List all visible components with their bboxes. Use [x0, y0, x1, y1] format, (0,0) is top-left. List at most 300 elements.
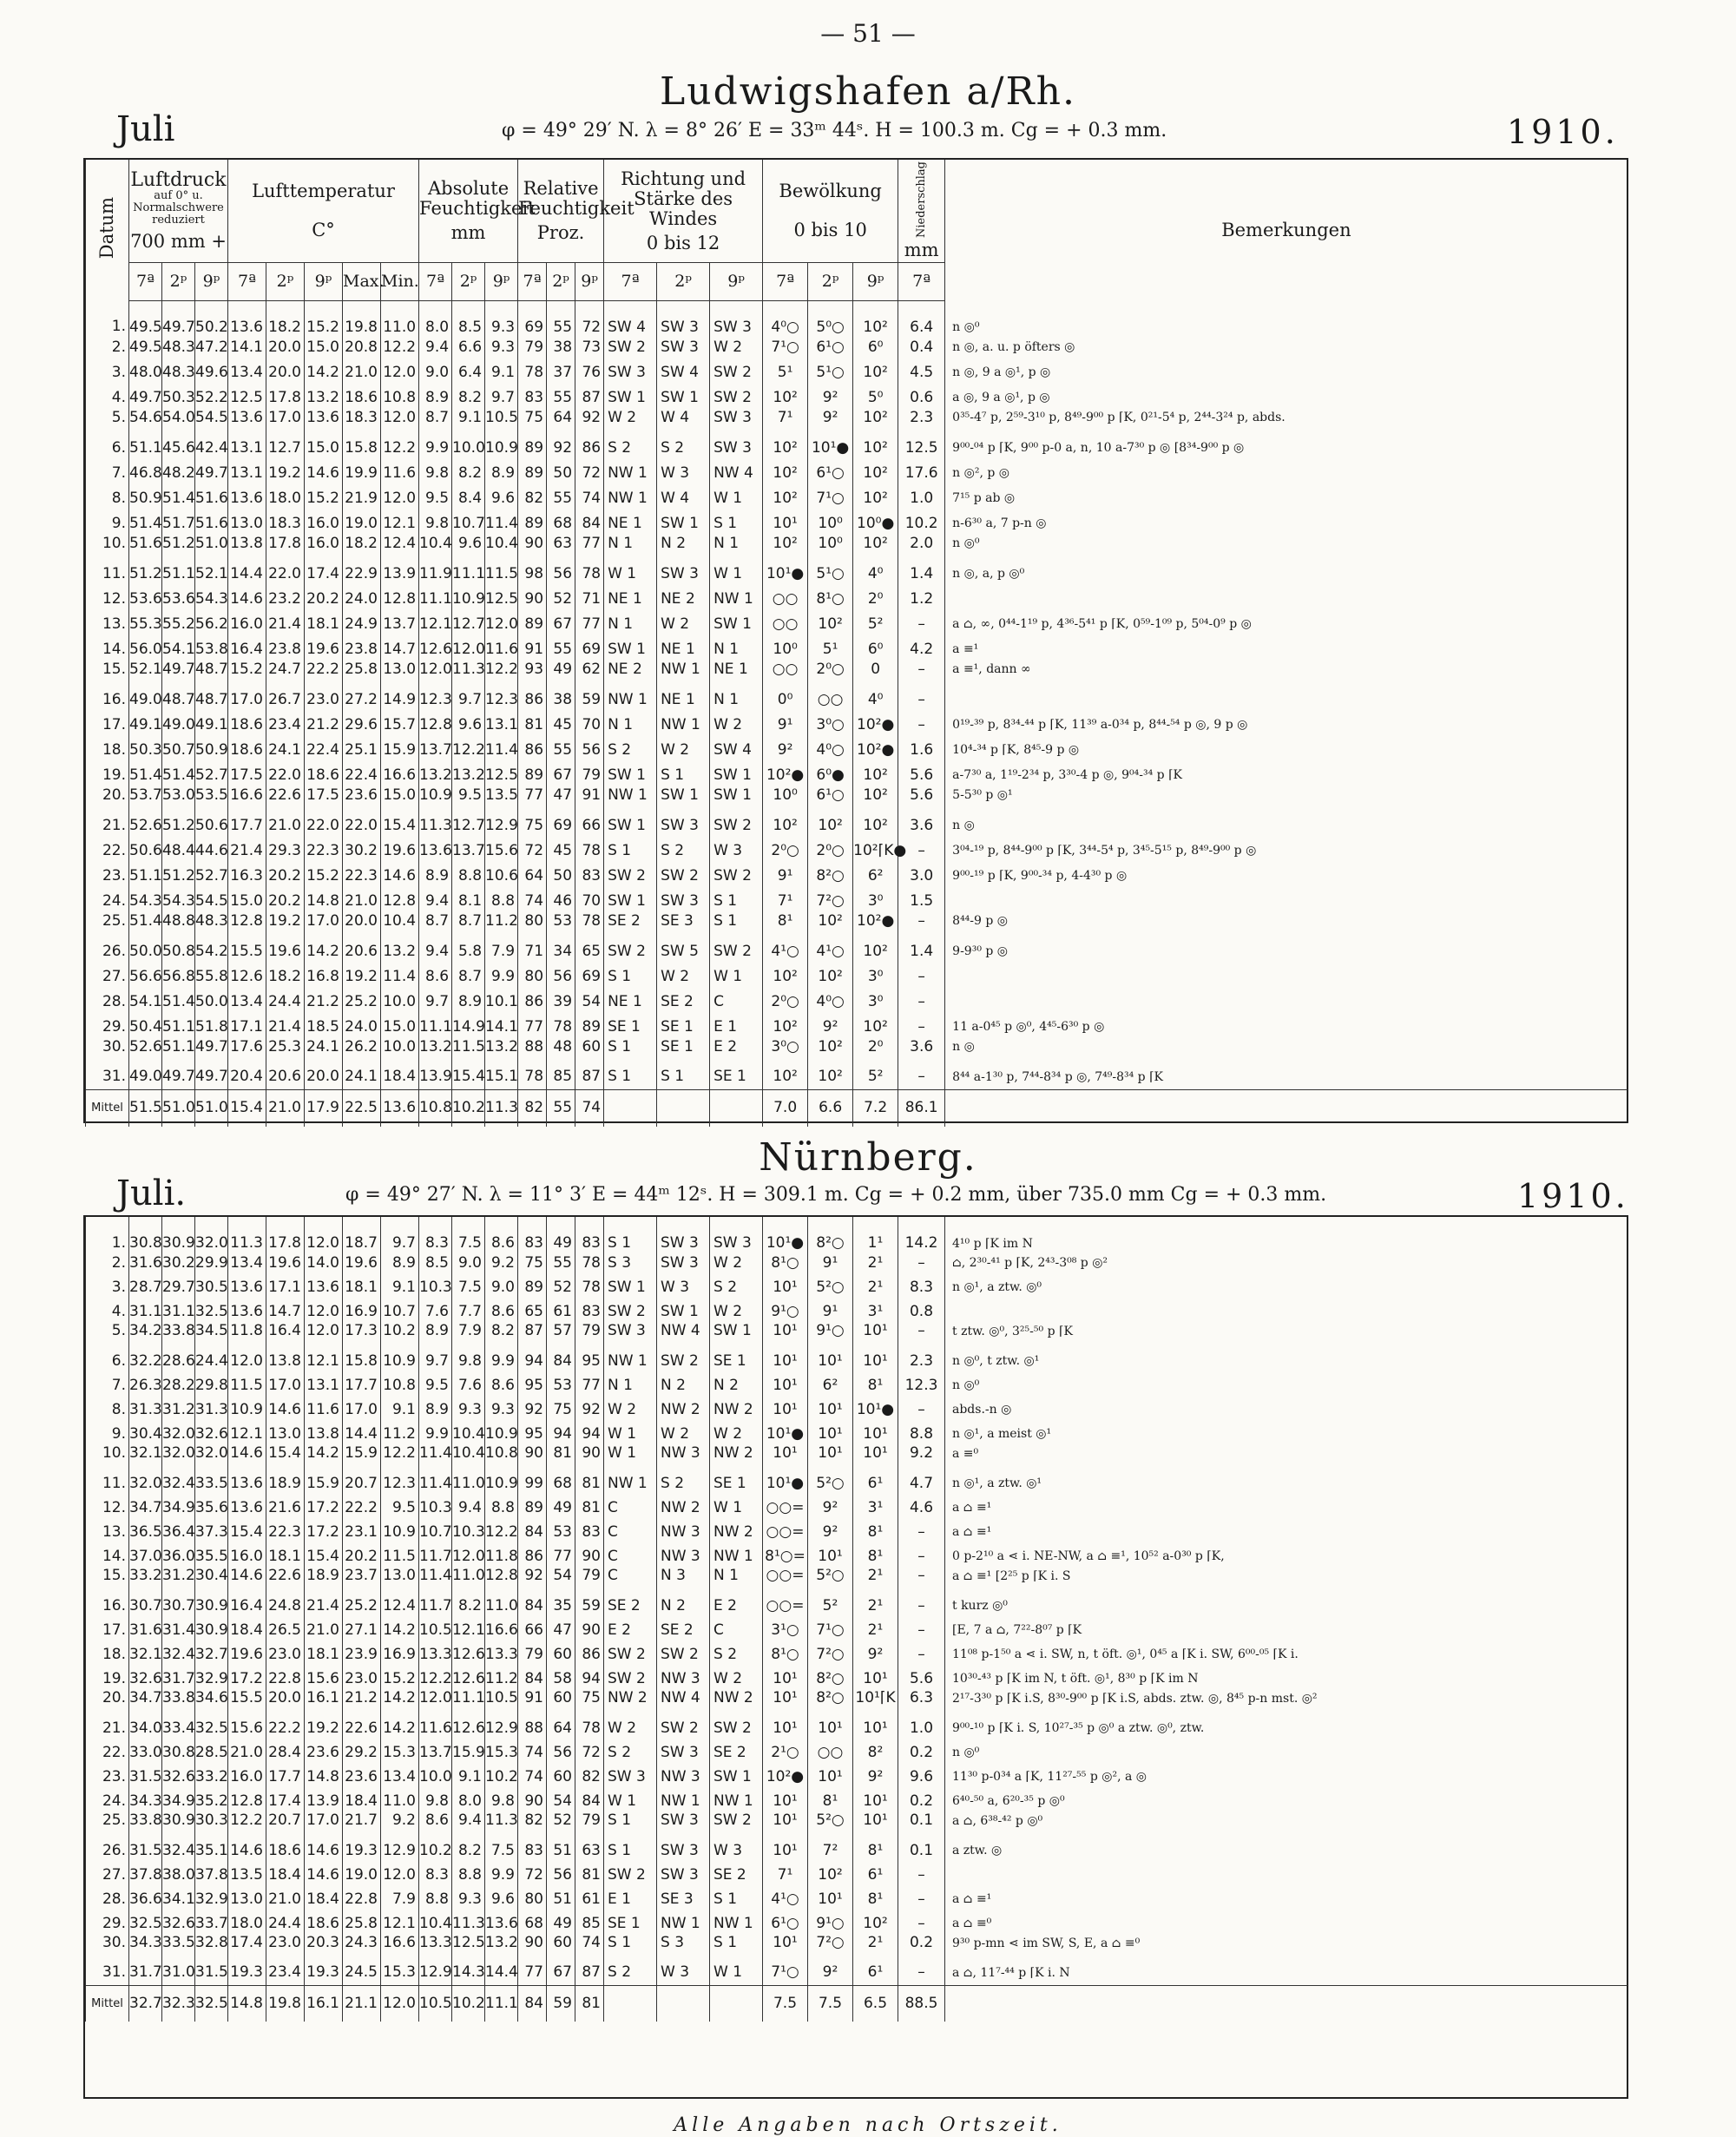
cell: 23.6 — [343, 1765, 381, 1789]
cell: 23.0 — [343, 1667, 381, 1691]
cell: W 2 — [604, 1716, 657, 1740]
cell: N 2 — [657, 536, 710, 562]
cell: 21.4 — [228, 838, 266, 864]
cell: W 1 — [604, 1422, 657, 1446]
table-row — [86, 1911, 1628, 1936]
year-label: 1910. — [1507, 113, 1619, 151]
cell: 8.3 — [898, 1275, 945, 1299]
cell: 90 — [518, 1446, 547, 1471]
cell: n ◎⁰ — [945, 536, 1628, 562]
cell: – — [898, 1251, 945, 1275]
cell: 10. — [86, 536, 129, 562]
cell: 86 — [518, 990, 547, 1015]
cell: 11.1 — [452, 1691, 485, 1716]
subheader: 7ª — [419, 262, 452, 300]
cell: 75 — [518, 1251, 547, 1275]
cell: 36.6 — [129, 1887, 162, 1911]
cell: 10¹ — [763, 1716, 808, 1740]
cell: 69 — [575, 964, 604, 990]
cell: 3. — [86, 1275, 129, 1299]
cell: 77 — [518, 1015, 547, 1040]
cell: 19.3 — [305, 1961, 343, 1985]
cell: 20.0 — [266, 360, 305, 385]
mittel-cell: 84 — [518, 1985, 547, 2022]
cell: 9.6 — [485, 1887, 518, 1911]
subheader: 7ª — [763, 262, 808, 300]
cell: 25.8 — [343, 662, 381, 687]
cell: W 3 — [657, 1961, 710, 1985]
cell: 9¹ — [763, 713, 808, 738]
cell: 12.8 — [381, 889, 419, 914]
cell: 24. — [86, 1789, 129, 1813]
cell: 13.6 — [228, 300, 266, 335]
cell: 10¹ — [763, 1936, 808, 1961]
cell: 10.5 — [485, 1691, 518, 1716]
cell: 60 — [547, 1936, 575, 1961]
cell: 34.0 — [129, 1716, 162, 1740]
cell: 22.6 — [266, 788, 305, 813]
cell: W 3 — [657, 1275, 710, 1299]
cell: 0.1 — [898, 1838, 945, 1863]
cell: 29. — [86, 1015, 129, 1040]
cell: 10.1 — [485, 990, 518, 1015]
cell: 90 — [518, 587, 547, 612]
cell: 9² — [808, 1015, 853, 1040]
cell: S 1 — [604, 1936, 657, 1961]
cell: 21.0 — [343, 360, 381, 385]
cell: 24.4 — [266, 990, 305, 1015]
cell: 5¹○ — [808, 562, 853, 587]
cell: 12.5 — [898, 436, 945, 461]
cell: 1.4 — [898, 939, 945, 964]
cell: 18.2 — [266, 964, 305, 990]
cell: 23. — [86, 864, 129, 889]
cell: SE 1 — [604, 1911, 657, 1936]
cell: 15.7 — [381, 713, 419, 738]
cell: SW 2 — [657, 1349, 710, 1373]
cell: 2.3 — [898, 1349, 945, 1373]
cell: – — [898, 1961, 945, 1985]
cell: 13.2 — [305, 385, 343, 411]
cell: 94 — [547, 1422, 575, 1446]
mittel-cell: 13.6 — [381, 1090, 419, 1127]
cell: 8.5 — [419, 1251, 452, 1275]
cell: 14.2 — [898, 1217, 945, 1251]
cell: 56 — [547, 562, 575, 587]
cell: NW 4 — [710, 461, 763, 486]
cell: SW 2 — [657, 1716, 710, 1740]
mittel-row — [86, 1985, 1628, 2022]
cell: 72 — [575, 300, 604, 335]
cell: 38 — [547, 335, 575, 360]
cell: 9.7 — [419, 1349, 452, 1373]
cell: 14.6 — [381, 864, 419, 889]
cell: S 1 — [604, 838, 657, 864]
cell: 7¹ — [763, 1863, 808, 1887]
cell: 64 — [547, 1716, 575, 1740]
cell: SW 2 — [710, 939, 763, 964]
cell: W 2 — [657, 964, 710, 990]
cell: 13.0 — [228, 511, 266, 536]
cell: 92 — [547, 436, 575, 461]
cell: 50.4 — [129, 1015, 162, 1040]
cell: NW 1 — [604, 687, 657, 713]
cell: 19.3 — [343, 1838, 381, 1863]
cell: 34.9 — [162, 1496, 195, 1520]
subheader: 7ª — [898, 262, 945, 300]
cell: 36.5 — [129, 1520, 162, 1544]
cell: 23. — [86, 1765, 129, 1789]
cell: NW 1 — [657, 1789, 710, 1813]
cell: 2¹ — [853, 1251, 898, 1275]
cell: NW 1 — [604, 486, 657, 511]
table-row — [86, 1936, 1628, 1961]
cell: 23.1 — [343, 1520, 381, 1544]
cell: 12.4 — [381, 536, 419, 562]
cell: 29.6 — [343, 713, 381, 738]
cell: 22.2 — [305, 662, 343, 687]
subheader: 7ª — [518, 262, 547, 300]
cell: 34.7 — [129, 1496, 162, 1520]
cell: 13.7 — [381, 612, 419, 637]
cell: 4⁰○ — [763, 300, 808, 335]
cell: SW 1 — [604, 813, 657, 838]
cell: SW 2 — [710, 813, 763, 838]
cell: 1¹ — [853, 1217, 898, 1251]
cell: NW 1 — [657, 713, 710, 738]
cell: 66 — [575, 813, 604, 838]
cell: 18.1 — [343, 1275, 381, 1299]
cell: 54.3 — [162, 889, 195, 914]
cell: 53 — [547, 914, 575, 939]
cell: – — [898, 914, 945, 939]
cell: 21. — [86, 813, 129, 838]
cell: 10¹ — [763, 1667, 808, 1691]
cell: 69 — [575, 637, 604, 662]
cell: SE 2 — [604, 1594, 657, 1618]
cell: 8¹ — [853, 1838, 898, 1863]
cell: 16.6 — [485, 1618, 518, 1642]
cell: 7¹ — [763, 889, 808, 914]
cell: 55 — [547, 385, 575, 411]
cell: 77 — [518, 1961, 547, 1985]
cell: 17.5 — [305, 788, 343, 813]
cell: 32.1 — [129, 1642, 162, 1667]
cell: SE 1 — [657, 1040, 710, 1065]
table-row — [86, 1887, 1628, 1911]
cell: 9.8 — [419, 511, 452, 536]
cell: 8¹○ — [763, 1251, 808, 1275]
cell: 35.5 — [195, 1544, 228, 1568]
cell: 89 — [518, 511, 547, 536]
cell: 18.9 — [266, 1471, 305, 1496]
col-luftdruck: Luftdruck auf 0° u. Normalschwere reduziert 700 mm + — [129, 160, 228, 262]
cell: 16.0 — [228, 1544, 266, 1568]
cell: 10.9 — [228, 1397, 266, 1422]
cell: ⌂, 2³⁰-⁴¹ p ⌈K, 2⁴³-3⁰⁸ p ◎² — [945, 1251, 1628, 1275]
cell: 12.1 — [381, 511, 419, 536]
cell: 51 — [547, 1838, 575, 1863]
cell: 0.8 — [898, 1299, 945, 1324]
cell: 51.4 — [129, 914, 162, 939]
cell: S 2 — [710, 1642, 763, 1667]
cell: 10.5 — [419, 1618, 452, 1642]
cell: 18.7 — [343, 1217, 381, 1251]
cell: 8.0 — [419, 300, 452, 335]
cell: 74 — [518, 1765, 547, 1789]
cell: 16.3 — [228, 864, 266, 889]
cell: 49.7 — [162, 1065, 195, 1090]
cell: 68 — [547, 1471, 575, 1496]
cell: a ≡⁰ — [945, 1446, 1628, 1471]
cell: 55 — [547, 486, 575, 511]
cell: W 2 — [657, 612, 710, 637]
cell: 49.7 — [195, 1065, 228, 1090]
cell: 53.6 — [162, 587, 195, 612]
cell: 36.4 — [162, 1520, 195, 1544]
cell: 83 — [518, 1217, 547, 1251]
cell: 13.6 — [228, 1471, 266, 1496]
cell: 49.0 — [162, 713, 195, 738]
cell: 72 — [575, 461, 604, 486]
cell: S 1 — [604, 1040, 657, 1065]
cell: 8.2 — [452, 461, 485, 486]
cell: 13.1 — [228, 461, 266, 486]
cell: a ⌂ ≡⁰ — [945, 1911, 1628, 1936]
cell: 51.1 — [129, 864, 162, 889]
cell: 7² — [808, 1838, 853, 1863]
cell: 8.2 — [452, 385, 485, 411]
cell: – — [898, 1324, 945, 1349]
cell: 12.9 — [485, 1716, 518, 1740]
col-bemerkungen: Bemerkungen — [945, 160, 1628, 300]
mittel-cell: 6.6 — [808, 1090, 853, 1127]
cell: 21.2 — [305, 990, 343, 1015]
cell: 5²○ — [808, 1568, 853, 1594]
cell: 9.1 — [381, 1275, 419, 1299]
cell: 13.1 — [228, 436, 266, 461]
table-row — [86, 511, 1628, 536]
cell: n-6³⁰ a, 7 p-n ◎ — [945, 511, 1628, 536]
cell: 84 — [518, 1667, 547, 1691]
cell: 11.8 — [228, 1324, 266, 1349]
cell: 15.9 — [305, 1471, 343, 1496]
cell: 77 — [547, 1544, 575, 1568]
cell: 11.3 — [452, 662, 485, 687]
cell: 50.2 — [195, 300, 228, 335]
cell: 15.2 — [381, 1667, 419, 1691]
cell: 2¹○ — [763, 1740, 808, 1765]
cell: 33.8 — [162, 1324, 195, 1349]
cell: SW 1 — [604, 763, 657, 788]
cell: S 1 — [604, 1217, 657, 1251]
cell: 74 — [518, 889, 547, 914]
cell: 6⁰● — [808, 763, 853, 788]
cell: 27. — [86, 1863, 129, 1887]
cell: 81 — [518, 713, 547, 738]
cell: 22.2 — [266, 1716, 305, 1740]
cell: 14.4 — [228, 562, 266, 587]
table-row — [86, 1667, 1628, 1691]
cell: 10¹ — [763, 1349, 808, 1373]
cell: SE 1 — [710, 1471, 763, 1496]
cell: 8¹○= — [763, 1544, 808, 1568]
cell: 6² — [853, 864, 898, 889]
cell: 12.0 — [228, 1349, 266, 1373]
cell: 80 — [518, 914, 547, 939]
cell: 13.6 — [419, 838, 452, 864]
cell: 20.2 — [343, 1544, 381, 1568]
cell: 18.3 — [343, 411, 381, 436]
cell: 51.6 — [195, 511, 228, 536]
cell: 22. — [86, 1740, 129, 1765]
cell: 47 — [547, 1618, 575, 1642]
cell: N 1 — [604, 1373, 657, 1397]
cell: ○○= — [763, 1568, 808, 1594]
cell: 12.3 — [898, 1373, 945, 1397]
cell: 64 — [518, 864, 547, 889]
cell: 32.5 — [129, 1911, 162, 1936]
cell: 23.9 — [343, 1642, 381, 1667]
cell: 35.6 — [195, 1496, 228, 1520]
mittel-cell: 7.2 — [853, 1090, 898, 1127]
cell: 37.8 — [195, 1863, 228, 1887]
cell: 17.0 — [305, 914, 343, 939]
cell: 98 — [518, 562, 547, 587]
cell: 55.3 — [129, 612, 162, 637]
cell: 94 — [518, 1349, 547, 1373]
cell: 30.9 — [195, 1594, 228, 1618]
cell: 12.4 — [381, 1594, 419, 1618]
cell: NW 3 — [657, 1520, 710, 1544]
cell: 17.0 — [305, 1813, 343, 1838]
cell: 80 — [518, 1887, 547, 1911]
cell: 25.2 — [343, 1594, 381, 1618]
cell: NW 3 — [657, 1667, 710, 1691]
cell: 9⁰⁰-¹⁰ p ⌈K i. S, 10²⁷-³⁵ p ◎⁰ a ztw. ◎⁰, ztw. — [945, 1716, 1628, 1740]
cell: 17.4 — [266, 1789, 305, 1813]
cell: 54.1 — [129, 990, 162, 1015]
cell: 26.3 — [129, 1373, 162, 1397]
cell: 8.7 — [419, 411, 452, 436]
cell: 51.2 — [129, 562, 162, 587]
table-row — [86, 964, 1628, 990]
cell: 48.3 — [195, 914, 228, 939]
cell: 23.4 — [266, 713, 305, 738]
cell: 48.7 — [162, 687, 195, 713]
cell: 6. — [86, 436, 129, 461]
cell: 73 — [575, 335, 604, 360]
cell: 12.0 — [381, 486, 419, 511]
cell: 12.6 — [452, 1716, 485, 1740]
cell: 21.0 — [305, 1618, 343, 1642]
cell: SW 3 — [710, 300, 763, 335]
cell: NW 4 — [657, 1324, 710, 1349]
cell: 51.4 — [129, 763, 162, 788]
cell: 38.0 — [162, 1863, 195, 1887]
cell: W 2 — [710, 335, 763, 360]
cell: SW 3 — [710, 436, 763, 461]
cell: W 4 — [657, 411, 710, 436]
cell: 33.2 — [195, 1765, 228, 1789]
cell: NW 1 — [710, 1911, 763, 1936]
cell: 10.8 — [381, 385, 419, 411]
cell: 6¹ — [853, 1863, 898, 1887]
cell: 0.2 — [898, 1740, 945, 1765]
cell: 54.5 — [195, 411, 228, 436]
cell: 30.8 — [162, 1740, 195, 1765]
cell: W 2 — [710, 1299, 763, 1324]
cell: 87 — [518, 1324, 547, 1349]
cell: 49.5 — [129, 335, 162, 360]
cell: 14.2 — [381, 1716, 419, 1740]
cell: 15.4 — [381, 813, 419, 838]
cell: 7.9 — [381, 1887, 419, 1911]
cell: 32.0 — [162, 1446, 195, 1471]
cell: 29.3 — [266, 838, 305, 864]
cell: 13.7 — [452, 838, 485, 864]
cell: 14.7 — [381, 637, 419, 662]
cell: 87 — [575, 385, 604, 411]
cell: 14.4 — [343, 1422, 381, 1446]
cell: 52 — [547, 1813, 575, 1838]
cell: 0.2 — [898, 1936, 945, 1961]
cell: SW 3 — [657, 813, 710, 838]
cell: 8.7 — [452, 914, 485, 939]
cell: SW 3 — [604, 360, 657, 385]
cell: W 4 — [657, 486, 710, 511]
table-row — [86, 990, 1628, 1015]
cell: 63 — [547, 536, 575, 562]
cell: a-7³⁰ a, 1¹⁹-2³⁴ p, 3³⁰-4 p ◎, 9⁰⁴-³⁴ p ⌈K — [945, 763, 1628, 788]
cell: 50.0 — [195, 990, 228, 1015]
cell: 0¹⁹-³⁹ p, 8³⁴-⁴⁴ p ⌈K, 11³⁹ a-0³⁴ p, 8⁴⁴-⁵⁴ p ◎, 9 p ◎ — [945, 713, 1628, 738]
cell: W 1 — [604, 1446, 657, 1471]
cell: 31.5 — [129, 1838, 162, 1863]
cell: 10² — [853, 360, 898, 385]
table-row — [86, 1568, 1628, 1594]
cell: 74 — [518, 1740, 547, 1765]
cell: 34.3 — [129, 1936, 162, 1961]
table-row — [86, 1397, 1628, 1422]
cell: 28.5 — [195, 1740, 228, 1765]
cell: 21.0 — [228, 1740, 266, 1765]
cell: 9⁰⁰-⁰⁴ p ⌈K, 9⁰⁰ p-0 a, n, 10 a-7³⁰ p ◎ [8³⁴-9⁰⁰ p ◎ — [945, 436, 1628, 461]
cell: 52.6 — [129, 1040, 162, 1065]
cell: 21.4 — [305, 1594, 343, 1618]
cell: 31. — [86, 1961, 129, 1985]
cell: 10¹ — [763, 1838, 808, 1863]
cell: 10¹ — [763, 1275, 808, 1299]
cell: 9.7 — [485, 385, 518, 411]
cell: SW 2 — [710, 1813, 763, 1838]
cell: 33.8 — [129, 1813, 162, 1838]
cell: SW 2 — [604, 1299, 657, 1324]
mittel-cell: 21.0 — [266, 1090, 305, 1127]
cell: 14.4 — [485, 1961, 518, 1985]
cell: 78 — [518, 360, 547, 385]
cell: 83 — [575, 1520, 604, 1544]
cell: 34.2 — [129, 1324, 162, 1349]
cell: 18.6 — [228, 713, 266, 738]
cell: 9² — [853, 1642, 898, 1667]
cell: 18.5 — [305, 1015, 343, 1040]
cell: 12.8 — [419, 713, 452, 738]
cell: 7. — [86, 461, 129, 486]
cell: 95 — [575, 1349, 604, 1373]
cell: 12.9 — [381, 1838, 419, 1863]
cell: 5²○ — [808, 1813, 853, 1838]
